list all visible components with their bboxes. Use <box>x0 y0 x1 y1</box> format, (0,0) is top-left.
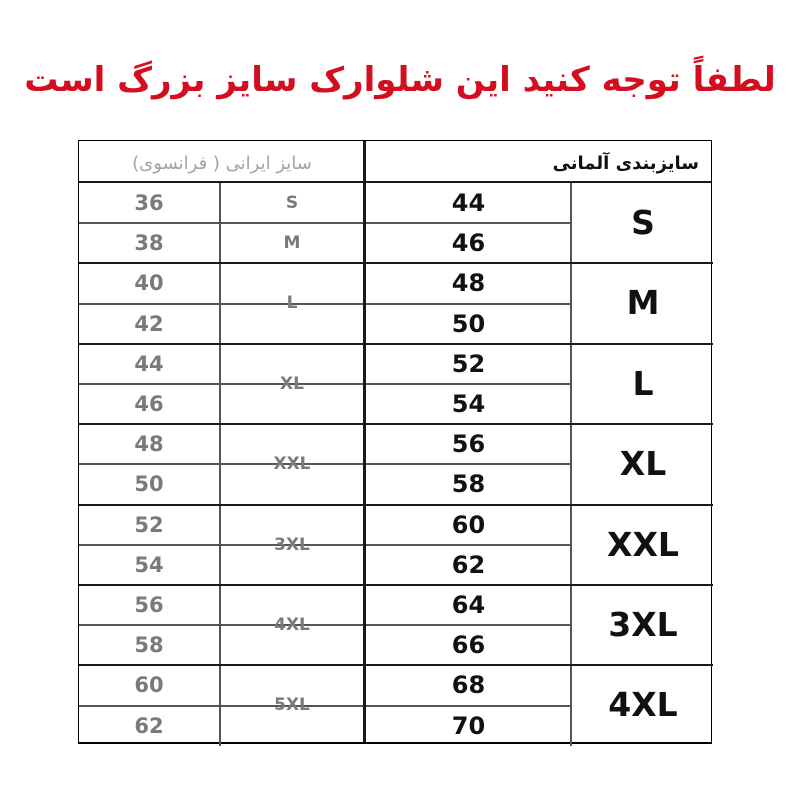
german-number-cell: 54 <box>451 390 486 418</box>
french-size-cell: 42 <box>134 311 164 336</box>
german-number-cell: 66 <box>451 631 486 660</box>
german-number-cell: 56 <box>451 430 486 459</box>
french-size-cell: 48 <box>134 432 164 457</box>
german-number-cell: 46 <box>451 229 486 258</box>
german-size-cell: 3XL <box>608 605 678 644</box>
german-size-cell: S <box>631 203 655 242</box>
french-size-cell: 44 <box>134 351 164 376</box>
french-size-cell: 38 <box>134 231 164 256</box>
german-number-cell: 44 <box>451 189 486 217</box>
french-size-cell: 60 <box>134 673 164 698</box>
french-size-cell: 54 <box>134 552 164 577</box>
german-number-cell: 60 <box>451 510 486 539</box>
french-size-cell: 62 <box>134 713 164 738</box>
german-size-cell: 4XL <box>608 685 678 725</box>
notice-heading: لطفاً توجه کنید این شلوارک سایز بزرگ است <box>24 60 776 100</box>
french-size-cell: 40 <box>134 271 164 296</box>
german-size-cell: XL <box>619 444 667 484</box>
iranian-size-cell: XL <box>280 373 304 394</box>
iranian-size-cell: S <box>285 193 299 213</box>
iranian-size-cell: M <box>283 233 301 254</box>
iranian-size-cell: 5XL <box>274 695 310 716</box>
french-size-cell: 36 <box>134 191 164 215</box>
iranian-size-cell: 4XL <box>274 615 310 635</box>
size-chart-table <box>78 140 712 744</box>
german-number-cell: 48 <box>451 269 486 298</box>
french-size-cell: 46 <box>134 392 164 416</box>
iranian-size-cell: L <box>286 293 298 314</box>
header-german-sizing: سایزبندی آلمانی <box>552 153 699 174</box>
french-size-cell: 50 <box>134 472 164 497</box>
german-size-cell: L <box>632 363 654 403</box>
french-size-cell: 56 <box>134 593 164 617</box>
header-iranian-french-size: سایز ایرانی ( فرانسوی) <box>132 153 312 174</box>
german-number-cell: 62 <box>451 550 486 579</box>
iranian-size-cell: 3XL <box>274 534 310 555</box>
german-number-cell: 64 <box>451 591 486 619</box>
german-size-cell: M <box>626 283 660 323</box>
german-number-cell: 52 <box>451 349 486 378</box>
iranian-size-cell: XXL <box>273 454 311 475</box>
german-number-cell: 68 <box>451 671 486 700</box>
german-size-cell: XXL <box>607 524 679 564</box>
french-size-cell: 52 <box>134 512 164 537</box>
german-number-cell: 50 <box>451 309 486 338</box>
german-number-cell: 70 <box>451 711 486 740</box>
german-number-cell: 58 <box>451 470 486 499</box>
french-size-cell: 58 <box>134 633 164 658</box>
